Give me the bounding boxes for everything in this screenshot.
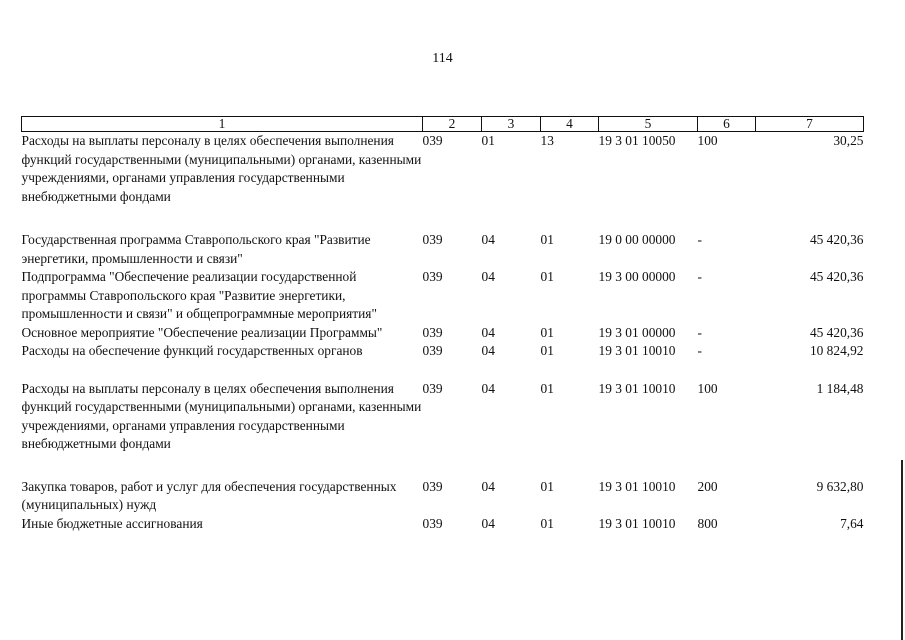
page-number: 114 <box>432 51 453 66</box>
row-subsection: 01 <box>540 343 554 358</box>
column-header-5: 5 <box>599 117 698 132</box>
row-ministry: 039 <box>422 324 443 340</box>
row-subsection: 01 <box>540 380 554 396</box>
row-expense-type: - <box>697 343 702 358</box>
row-expense-type: 100 <box>697 133 718 148</box>
column-header-2: 2 <box>423 117 482 132</box>
row-subsection: 01 <box>540 515 554 531</box>
row-amount: 9 632,80 <box>816 478 864 494</box>
row-expense-type: - <box>697 324 702 340</box>
row-ministry: 039 <box>422 133 443 148</box>
row-section: 04 <box>481 324 495 340</box>
row-amount: 1 184,48 <box>816 380 864 396</box>
table-row <box>22 132 864 207</box>
row-ministry: 039 <box>422 343 443 358</box>
row-target: 19 3 01 10010 <box>598 515 676 531</box>
row-name: Подпрограмма "Обеспечение реализации государственной программы Ставропольского края "Развитие энергетики, промышленности и связи" и общепрограммные мероприятия" <box>21 269 377 321</box>
row-expense-type: - <box>697 269 702 284</box>
scan-edge-line <box>901 460 903 640</box>
row-ministry: 039 <box>422 269 443 284</box>
row-subsection: 13 <box>540 133 554 148</box>
column-header-3: 3 <box>482 117 541 132</box>
row-section: 04 <box>481 380 495 396</box>
column-header-1: 1 <box>22 117 423 132</box>
row-name: Закупка товаров, работ и услуг для обеспечения государственных (муниципальных) нужд <box>21 478 397 512</box>
row-spacer <box>22 361 864 380</box>
row-ministry: 039 <box>422 478 443 494</box>
budget-table <box>21 116 864 533</box>
row-section: 01 <box>481 133 495 148</box>
table-row <box>22 515 864 534</box>
table-row <box>22 268 864 324</box>
row-ministry: 039 <box>422 515 443 531</box>
row-amount: 45 420,36 <box>809 324 864 340</box>
row-subsection: 01 <box>540 232 554 247</box>
row-target: 19 3 01 10010 <box>598 478 676 494</box>
column-header-6: 6 <box>698 117 756 132</box>
row-subsection: 01 <box>540 324 554 340</box>
row-target: 19 3 00 00000 <box>598 269 676 284</box>
row-section: 04 <box>481 478 495 494</box>
row-section: 04 <box>481 343 495 358</box>
row-target: 19 0 00 00000 <box>598 232 676 247</box>
row-ministry: 039 <box>422 232 443 247</box>
row-amount: 30,25 <box>833 133 864 148</box>
row-spacer <box>22 454 864 478</box>
row-name: Расходы на выплаты персоналу в целях обеспечения выполнения функций государственными (муниципальными) органами, казенными учреждениями, органами управления государственными внебюджетными фондами <box>21 380 422 451</box>
row-target: 19 3 01 00000 <box>598 324 676 340</box>
row-expense-type: - <box>697 232 702 247</box>
table-row <box>22 380 864 454</box>
row-target: 19 3 01 10050 <box>598 133 676 148</box>
row-name: Государственная программа Ставропольского края "Развитие энергетики, промышленности и связи" <box>21 232 371 266</box>
row-name: Основное мероприятие "Обеспечение реализации Программы" <box>21 324 383 340</box>
column-header-4: 4 <box>541 117 599 132</box>
row-name: Иные бюджетные ассигнования <box>21 515 203 531</box>
table-row <box>22 342 864 361</box>
row-name: Расходы на обеспечение функций государственных органов <box>21 343 363 358</box>
row-section: 04 <box>481 269 495 284</box>
row-amount: 10 824,92 <box>809 343 864 358</box>
column-header-7: 7 <box>756 117 864 132</box>
row-subsection: 01 <box>540 269 554 284</box>
row-expense-type: 200 <box>697 478 718 494</box>
row-spacer <box>22 206 864 231</box>
row-target: 19 3 01 10010 <box>598 343 676 358</box>
row-expense-type: 100 <box>697 380 718 396</box>
row-amount: 45 420,36 <box>809 232 864 247</box>
table-row <box>22 478 864 515</box>
row-amount: 45 420,36 <box>809 269 864 284</box>
row-amount: 7,64 <box>840 515 864 531</box>
row-subsection: 01 <box>540 478 554 494</box>
row-section: 04 <box>481 232 495 247</box>
row-name: Расходы на выплаты персоналу в целях обеспечения выполнения функций государственными (муниципальными) органами, казенными учреждениями, органами управления государственными внебюджетными фондами <box>21 133 422 204</box>
row-target: 19 3 01 10010 <box>598 380 676 396</box>
table-row <box>22 231 864 268</box>
row-ministry: 039 <box>422 380 443 396</box>
row-expense-type: 800 <box>697 515 718 531</box>
table-row <box>22 324 864 343</box>
row-section: 04 <box>481 515 495 531</box>
header-row <box>22 117 864 132</box>
